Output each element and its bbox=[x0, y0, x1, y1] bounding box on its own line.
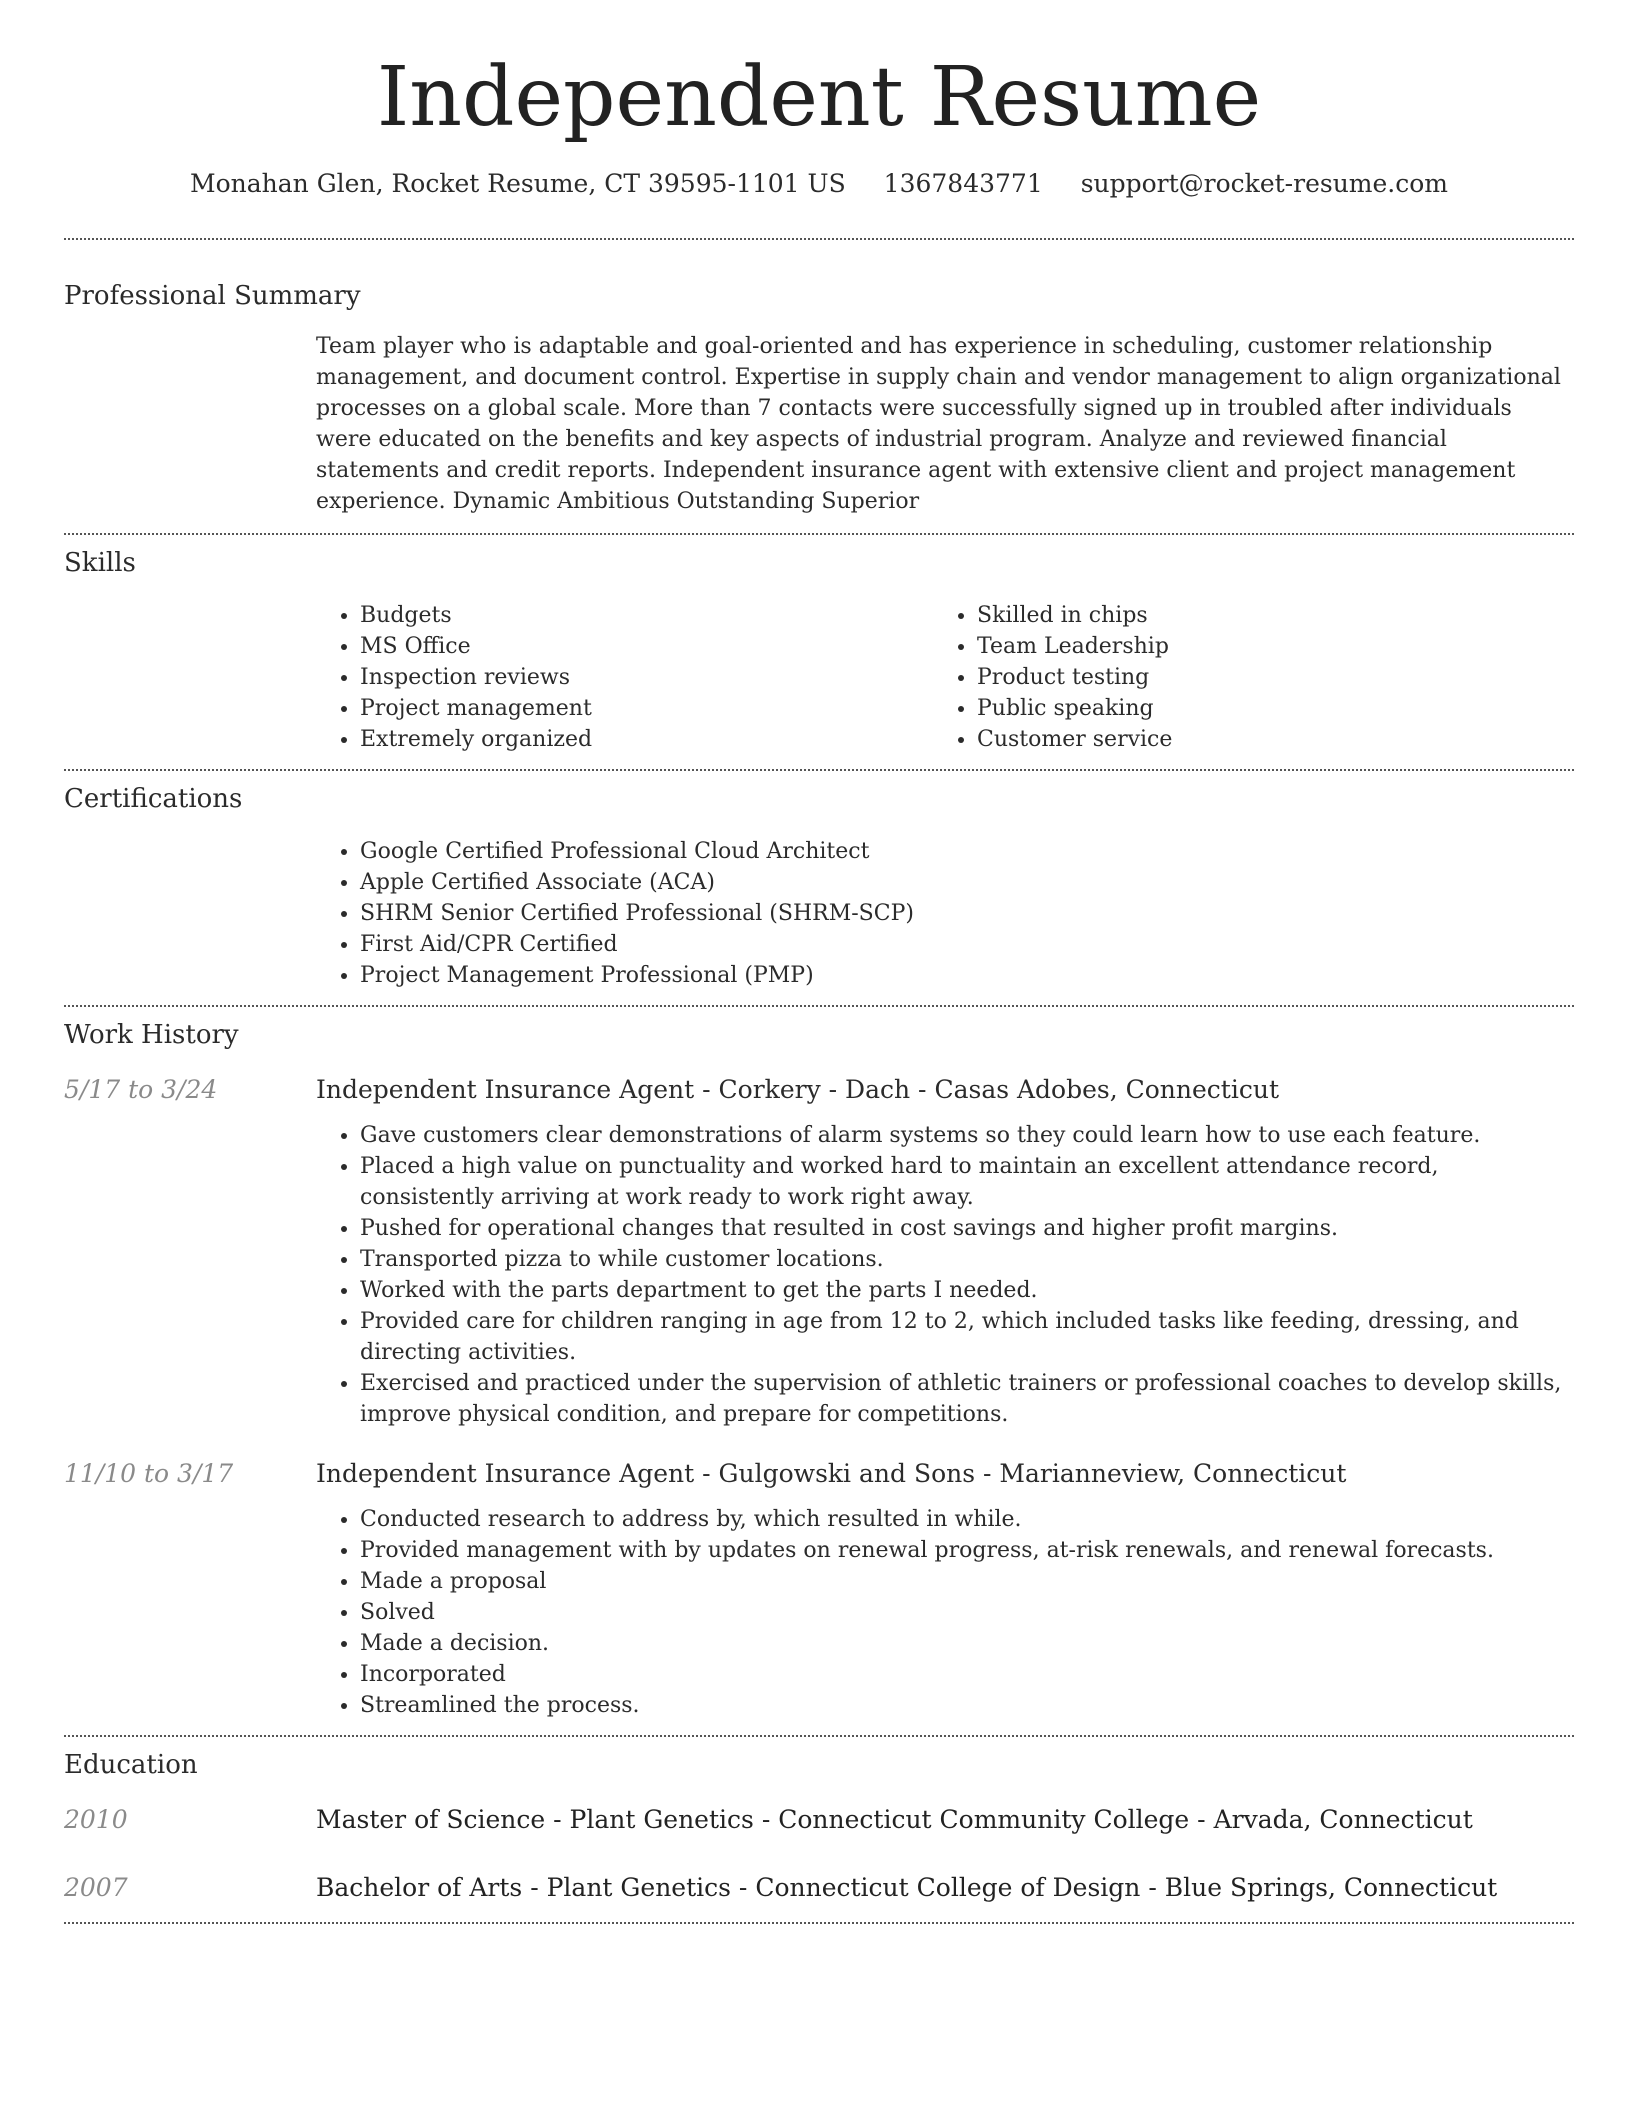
job-title bbox=[316, 1456, 1346, 1492]
job-separator: - bbox=[702, 1075, 719, 1104]
education-year: 2010 bbox=[64, 1805, 128, 1834]
skills-list-right bbox=[933, 600, 1550, 755]
section-title-skills: Skills bbox=[64, 548, 136, 578]
divider bbox=[64, 1922, 1574, 1924]
certifications-section bbox=[64, 782, 1574, 1005]
education-separator: - bbox=[761, 1805, 779, 1834]
job-company: Gulgowski and Sons bbox=[718, 1459, 976, 1488]
job-bullet: • Gave customers clear demonstrations of alarm systems so they could learn how to use each feature. bbox=[360, 1120, 1574, 1151]
summary-text: Team player who is adaptable and goal-oriented and has experience in scheduling, customer relationship management, and document control. Expertise in supply chain and vendor management to align organizational processes on a global scale. More than 7 contacts were successfully signed up in troubled after individuals were educated on the benefits and key aspects of industrial program. Analyze and reviewed financial statements and credit reports. Independent insurance agent with extensive client and project management experience. Dynamic Ambitious Outstanding Superior bbox=[316, 334, 1561, 514]
job-entry bbox=[64, 1456, 1574, 1735]
contact-phone: 1367843771 bbox=[883, 169, 1043, 198]
job-bullet-list bbox=[316, 1120, 1574, 1430]
job-bullet: • Made a proposal bbox=[360, 1566, 1574, 1597]
job-title bbox=[316, 1072, 1279, 1108]
education-location: Arvada, Connecticut bbox=[1213, 1805, 1473, 1834]
certification-item: • Apple Certified Associate (ACA) bbox=[360, 867, 1574, 898]
certifications-list bbox=[316, 836, 1574, 991]
skills-section bbox=[64, 546, 1574, 769]
job-bullets bbox=[316, 1120, 1574, 1430]
education-degree: Master of Science bbox=[316, 1805, 546, 1834]
education-entry bbox=[64, 1802, 1574, 1838]
job-header bbox=[64, 1072, 1574, 1108]
skill-item: • Project management bbox=[360, 693, 933, 724]
divider bbox=[64, 238, 1574, 240]
education-separator: - bbox=[1148, 1873, 1165, 1902]
contact-address: Monahan Glen, Rocket Resume, CT 39595-1101 US bbox=[190, 169, 846, 198]
section-title-work: Work History bbox=[64, 1020, 239, 1050]
job-bullet: • Worked with the parts department to get the parts I needed. bbox=[360, 1275, 1574, 1306]
work-section bbox=[64, 1018, 1574, 1735]
certification-item: • First Aid/CPR Certified bbox=[360, 929, 1574, 960]
job-role: Independent Insurance Agent bbox=[316, 1075, 695, 1104]
job-bullet: • Made a decision. bbox=[360, 1628, 1574, 1659]
job-dates: 11/10 to 3/17 bbox=[64, 1459, 234, 1488]
education-separator: - bbox=[738, 1873, 756, 1902]
divider bbox=[64, 1735, 1574, 1737]
education-title bbox=[316, 1870, 1497, 1906]
skill-item: • Product testing bbox=[977, 662, 1550, 693]
skill-item: • Skilled in chips bbox=[977, 600, 1550, 631]
divider bbox=[64, 1005, 1574, 1007]
certification-item: • Project Management Professional (PMP) bbox=[360, 960, 1574, 991]
job-bullet-list bbox=[316, 1504, 1574, 1721]
job-separator: - bbox=[918, 1075, 935, 1104]
section-title-certifications: Certifications bbox=[64, 784, 243, 814]
skill-item: • MS Office bbox=[360, 631, 933, 662]
job-bullet: • Transported pizza to while customer locations. bbox=[360, 1244, 1574, 1275]
job-dates: 5/17 to 3/24 bbox=[64, 1075, 218, 1104]
skill-item: • Team Leadership bbox=[977, 631, 1550, 662]
skills-list-left bbox=[316, 600, 933, 755]
education-separator: - bbox=[553, 1805, 570, 1834]
job-bullet: • Provided management with by updates on renewal progress, at-risk renewals, and renewal forecasts. bbox=[360, 1535, 1574, 1566]
job-bullet: • Conducted research to address by, which resulted in while. bbox=[360, 1504, 1574, 1535]
job-location: Casas Adobes, Connecticut bbox=[934, 1075, 1279, 1104]
education-section bbox=[64, 1748, 1574, 1922]
job-separator: - bbox=[983, 1459, 1000, 1488]
section-title-summary: Professional Summary bbox=[64, 281, 361, 311]
job-bullet: • Pushed for operational changes that resulted in cost savings and higher profit margins. bbox=[360, 1213, 1574, 1244]
education-entry bbox=[64, 1870, 1574, 1922]
contact-email: support@rocket-resume.com bbox=[1080, 169, 1448, 198]
job-bullet: • Solved bbox=[360, 1597, 1574, 1628]
education-separator: - bbox=[530, 1873, 547, 1902]
skill-item: • Extremely organized bbox=[360, 724, 933, 755]
education-field: Plant Genetics bbox=[569, 1805, 754, 1834]
education-school: Connecticut Community College bbox=[778, 1805, 1190, 1834]
education-location: Blue Springs, Connecticut bbox=[1164, 1873, 1498, 1902]
skill-item: • Budgets bbox=[360, 600, 933, 631]
skill-item: • Public speaking bbox=[977, 693, 1550, 724]
job-separator: - bbox=[702, 1459, 719, 1488]
skill-item: • Inspection reviews bbox=[360, 662, 933, 693]
education-separator: - bbox=[1197, 1805, 1214, 1834]
resume-page bbox=[64, 0, 1574, 1924]
resume-name: Independent Resume bbox=[376, 50, 1262, 145]
education-school: Connecticut College of Design bbox=[755, 1873, 1141, 1902]
certification-item: • Google Certified Professional Cloud Architect bbox=[360, 836, 1574, 867]
education-title bbox=[316, 1802, 1473, 1838]
job-company: Corkery - Dach bbox=[718, 1075, 911, 1104]
divider bbox=[64, 769, 1574, 771]
contact-line bbox=[64, 168, 1574, 200]
job-bullets bbox=[316, 1504, 1574, 1735]
job-entry bbox=[64, 1072, 1574, 1430]
job-bullet: • Placed a high value on punctuality and worked hard to maintain an excellent attendance record, consistently arriving at work ready to work right away. bbox=[360, 1151, 1574, 1213]
job-location: Marianneview, Connecticut bbox=[999, 1459, 1347, 1488]
skills-columns bbox=[316, 600, 1574, 769]
job-role: Independent Insurance Agent bbox=[316, 1459, 695, 1488]
job-header bbox=[64, 1456, 1574, 1492]
section-title-education: Education bbox=[64, 1750, 198, 1780]
education-field: Plant Genetics bbox=[546, 1873, 731, 1902]
education-year: 2007 bbox=[64, 1873, 128, 1902]
education-degree: Bachelor of Arts bbox=[316, 1873, 523, 1902]
summary-section bbox=[64, 279, 1574, 533]
job-bullet: • Provided care for children ranging in age from 12 to 2, which included tasks like feeding, dressing, and directing activities. bbox=[360, 1306, 1574, 1368]
skill-item: • Customer service bbox=[977, 724, 1550, 755]
job-bullet: • Streamlined the process. bbox=[360, 1690, 1574, 1721]
divider bbox=[64, 533, 1574, 535]
job-bullet: • Incorporated bbox=[360, 1659, 1574, 1690]
job-bullet: • Exercised and practiced under the supervision of athletic trainers or professional coaches to develop skills, improve physical condition, and prepare for competitions. bbox=[360, 1368, 1574, 1430]
certifications-content bbox=[316, 836, 1574, 1005]
certification-item: • SHRM Senior Certified Professional (SHRM-SCP) bbox=[360, 898, 1574, 929]
